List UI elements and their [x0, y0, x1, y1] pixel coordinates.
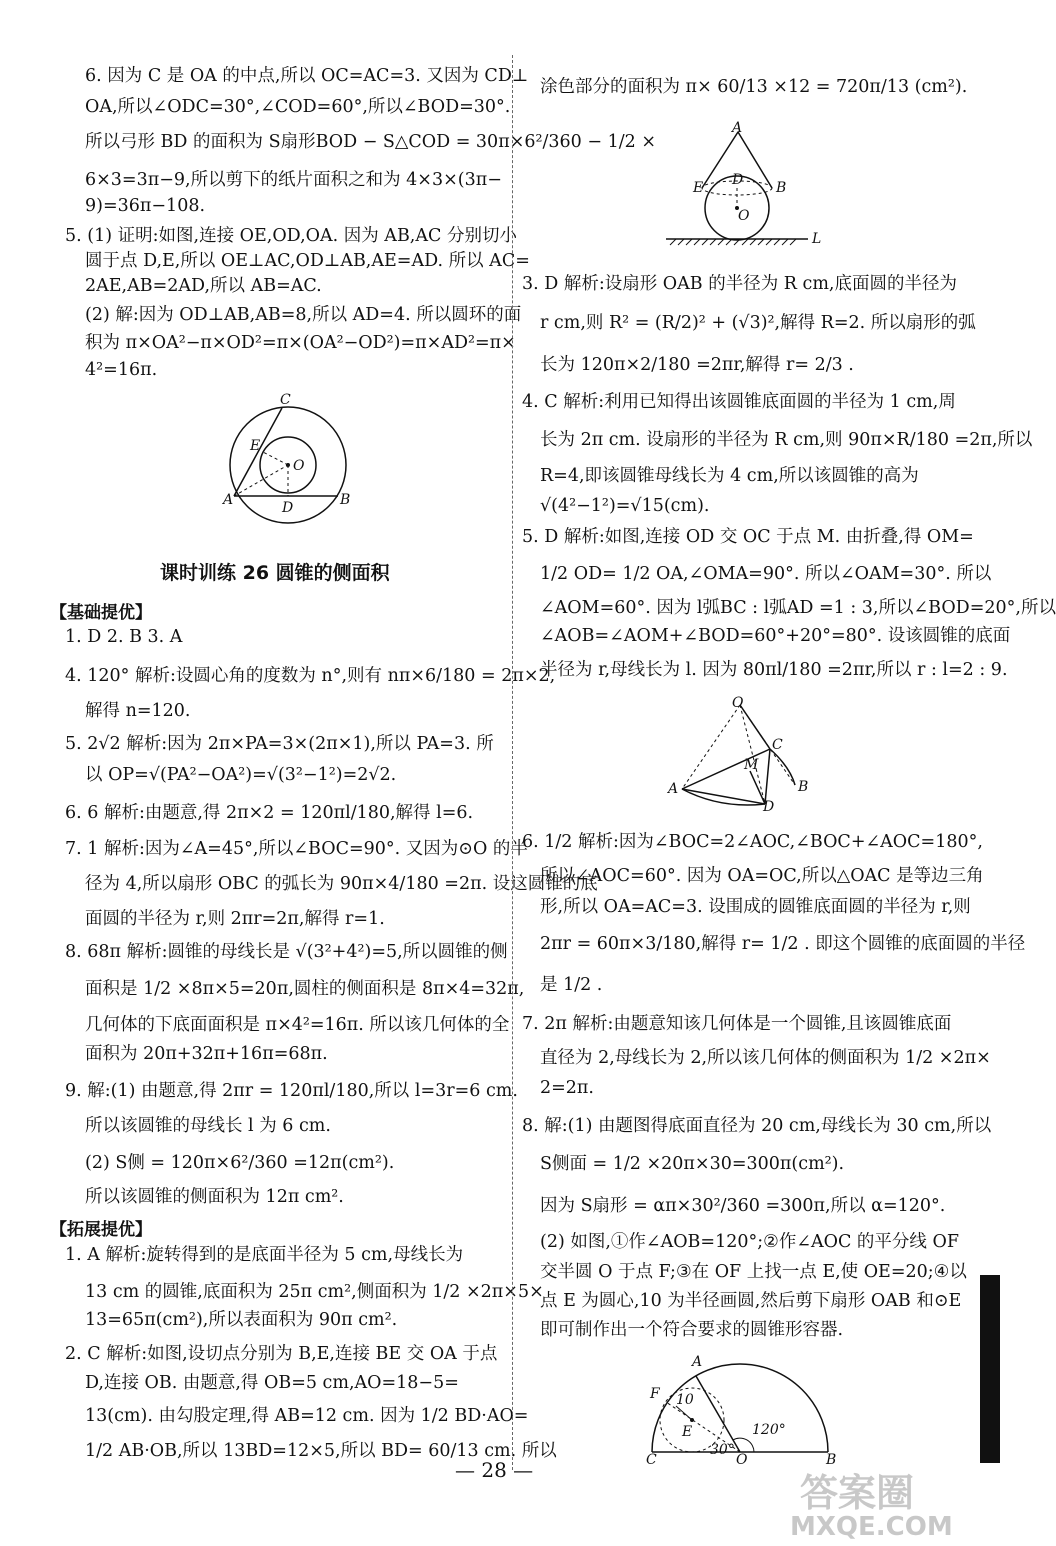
- right-line: 涂色部分的面积为 π× 60/13 ×12 = 720π/13 (cm²).: [540, 77, 968, 97]
- right-line: 7. 2π 解析:由题意知该几何体是一个圆锥,且该圆锥底面: [522, 1014, 952, 1034]
- left-line: 6. 因为 C 是 OA 的中点,所以 OC=AC=3. 又因为 CD⊥: [85, 66, 529, 86]
- fig1-label: O: [293, 458, 305, 474]
- right-line: r cm,则 R² = (R/2)² + (√3)²,解得 R=2. 所以扇形的弧: [540, 313, 976, 333]
- fig2-label: E: [693, 180, 704, 196]
- left-line: 面积为 20π+32π+16π=68π.: [85, 1044, 328, 1064]
- right-line: 直径为 2,母线长为 2,所以该几何体的侧面积为 1/2 ×2π×: [540, 1048, 991, 1068]
- left-line: 面积是 1/2 ×8π×5=20π,圆柱的侧面积是 8π×4=32π,: [85, 979, 525, 999]
- right-line: 即可制作出一个符合要求的圆锥形容器.: [540, 1320, 844, 1340]
- fig2-label: D: [732, 172, 744, 188]
- right-line: R=4,即该圆锥母线长为 4 cm,所以该圆锥的高为: [540, 466, 919, 486]
- fig4-label: 10: [676, 1392, 694, 1408]
- left-line: 所以该圆锥的母线长 l 为 6 cm.: [85, 1116, 331, 1136]
- right-line: 点 E 为圆心,10 为半径画圆,然后剪下扇形 OAB 和⊙E: [540, 1291, 962, 1311]
- right-line: 8. 解:(1) 由题图得底面直径为 20 cm,母线长为 30 cm,所以: [522, 1116, 992, 1136]
- fig4-label: 120°: [752, 1422, 786, 1438]
- right-line: 因为 S扇形 = απ×30²/360 =300π,所以 α=120°.: [540, 1196, 946, 1216]
- column-divider: [512, 55, 513, 1470]
- extension-heading: 【拓展提优】: [50, 1220, 152, 1240]
- fig4-label: E: [682, 1424, 693, 1440]
- left-line: 6. 6 解析:由题意,得 2π×2 = 120πl/180,解得 l=6.: [65, 803, 474, 823]
- left-line: 7. 1 解析:因为∠A=45°,所以∠BOC=90°. 又因为⊙O 的半: [65, 839, 528, 859]
- left-line: 9)=36π−108.: [85, 196, 206, 216]
- left-line: 4. 120° 解析:设圆心角的度数为 n°,则有 nπ×6/180 = 2π×2,: [65, 666, 556, 686]
- watermark-top: 答案圈: [800, 1471, 915, 1515]
- left-line: 13=65π(cm²),所以表面积为 90π cm².: [85, 1310, 398, 1330]
- right-line: 2=2π.: [540, 1078, 594, 1098]
- fig2-label: B: [776, 180, 787, 196]
- right-line: S侧面 = 1/2 ×20π×30=300π(cm²).: [540, 1154, 845, 1174]
- figure-semicircle: [640, 1340, 860, 1468]
- fig4-label: 30°: [710, 1442, 735, 1458]
- left-line: 13 cm 的圆锥,底面积为 25π cm²,侧面积为 1/2 ×2π×5×: [85, 1282, 544, 1302]
- left-line: 5. 2√2 解析:因为 2π×PA=3×(2π×1),所以 PA=3. 所: [65, 734, 494, 754]
- left-line: 径为 4,所以扇形 OBC 的弧长为 90π×4/180 =2π. 设这圆锥的底: [85, 874, 598, 894]
- right-line: 3. D 解析:设扇形 OAB 的半径为 R cm,底面圆的半径为: [522, 274, 957, 294]
- edge-tab: [980, 1275, 1000, 1463]
- right-line: 所以∠AOC=60°. 因为 OA=OC,所以△OAC 是等边三角: [540, 866, 984, 886]
- fig1-label: E: [250, 438, 261, 454]
- right-line: 交半圆 O 于点 F;③在 OF 上找一点 E,使 OE=20;④以: [540, 1262, 967, 1282]
- fig2-label: A: [732, 120, 743, 136]
- left-line: 6×3=3π−9,所以剪下的纸片面积之和为 4×3×(3π−: [85, 170, 502, 190]
- left-line: 圆于点 D,E,所以 OE⊥AC,OD⊥AB,AE=AD. 所以 AC=: [85, 251, 530, 271]
- right-line: 半径为 r,母线长为 l. 因为 80πl/180 =2πr,所以 r : l=2 : 9.: [540, 660, 1008, 680]
- left-line: 4²=16π.: [85, 360, 158, 380]
- left-line: (2) S侧 = 120π×6²/360 =12π(cm²).: [85, 1153, 395, 1173]
- figure-cone-sphere: [660, 122, 830, 247]
- left-line: 解得 n=120.: [85, 701, 191, 721]
- right-line: 5. D 解析:如图,连接 OD 交 OC 于点 M. 由折叠,得 OM=: [522, 527, 974, 547]
- left-line: 几何体的下底面面积是 π×4²=16π. 所以该几何体的全: [85, 1015, 510, 1035]
- fig4-label: C: [646, 1452, 657, 1468]
- right-line: 是 1/2 .: [540, 975, 603, 995]
- figure-folded-sector: [660, 695, 820, 815]
- fig4-label: F: [650, 1386, 660, 1402]
- right-line: 形,所以 OA=AC=3. 设围成的圆锥底面圆的半径为 r,则: [540, 897, 971, 917]
- fig3-label: M: [744, 757, 759, 773]
- right-line: (2) 如图,①作∠AOB=120°;②作∠AOC 的平分线 OF: [540, 1232, 959, 1252]
- fig3-label: O: [732, 695, 744, 711]
- left-line: D,连接 OB. 由题意,得 OB=5 cm,AO=18−5=: [85, 1373, 459, 1393]
- left-line: 2. C 解析:如图,设切点分别为 B,E,连接 BE 交 OA 于点: [65, 1344, 498, 1364]
- fig3-label: D: [763, 799, 775, 815]
- right-line: 2πr = 60π×3/180,解得 r= 1/2 . 即这个圆锥的底面圆的半径: [540, 934, 1026, 954]
- right-line: √(4²−1²)=√15(cm).: [540, 496, 710, 516]
- fig2-label: L: [812, 231, 822, 247]
- section-title: 课时训练 26 圆锥的侧面积: [160, 562, 390, 584]
- left-line: 5. (1) 证明:如图,连接 OE,OD,OA. 因为 AB,AC 分别切小: [65, 226, 517, 246]
- right-line: 长为 120π×2/180 =2πr,解得 r= 2/3 .: [540, 355, 854, 375]
- left-line: 积为 π×OA²−π×OD²=π×(OA²−OD²)=π×AD²=π×: [85, 333, 516, 353]
- fig3-label: A: [668, 781, 679, 797]
- watermark-bottom: MXQE.COM: [790, 1512, 953, 1542]
- left-line: OA,所以∠ODC=30°,∠COD=60°,所以∠BOD=30°.: [85, 97, 511, 117]
- fig2-label: O: [738, 208, 750, 224]
- right-line: 长为 2π cm. 设扇形的半径为 R cm,则 90π×R/180 =2π,所以: [540, 430, 1033, 450]
- left-line: 2AE,AB=2AD,所以 AB=AC.: [85, 276, 322, 296]
- left-line: (2) 解:因为 OD⊥AB,AB=8,所以 AD=4. 所以圆环的面: [85, 305, 522, 325]
- fig4-label: B: [826, 1452, 837, 1468]
- fig4-label: O: [736, 1452, 748, 1468]
- left-line: 面圆的半径为 r,则 2πr=2π,解得 r=1.: [85, 909, 385, 929]
- fig3-label: B: [798, 779, 809, 795]
- left-line: 8. 68π 解析:圆锥的母线长是 √(3²+4²)=5,所以圆锥的侧: [65, 942, 508, 962]
- right-line: 6. 1/2 解析:因为∠BOC=2∠AOC,∠BOC+∠AOC=180°,: [522, 832, 983, 852]
- right-line: ∠AOM=60°. 因为 l弧BC : l弧AD =1 : 3,所以∠BOD=20°,所以: [540, 598, 1056, 618]
- left-line: 1/2 AB·OB,所以 13BD=12×5,所以 BD= 60/13 cm. 所以: [85, 1441, 557, 1461]
- fig1-label: A: [223, 492, 234, 508]
- left-line: 所以该圆锥的侧面积为 12π cm².: [85, 1187, 344, 1207]
- left-line: 所以弓形 BD 的面积为 S扇形BOD − S△COD = 30π×6²/360 − 1/2 ×: [85, 132, 656, 152]
- left-line: 1. A 解析:旋转得到的是底面半径为 5 cm,母线长为: [65, 1245, 464, 1265]
- left-line: 以 OP=√(PA²−OA²)=√(3²−1²)=2√2.: [85, 765, 397, 785]
- right-line: ∠AOB=∠AOM+∠BOD=60°+20°=80°. 设该圆锥的底面: [540, 626, 1011, 646]
- left-line: 13(cm). 由勾股定理,得 AB=12 cm. 因为 1/2 BD·AO=: [85, 1406, 529, 1426]
- left-line: 9. 解:(1) 由题意,得 2πr = 120πl/180,所以 l=3r=6 cm.: [65, 1081, 518, 1101]
- right-line: 4. C 解析:利用已知得出该圆锥底面圆的半径为 1 cm,周: [522, 392, 956, 412]
- right-line: 1/2 OD= 1/2 OA,∠OMA=90°. 所以∠OAM=30°. 所以: [540, 564, 992, 584]
- page-number: — 28 —: [455, 1458, 534, 1482]
- fig3-label: C: [772, 737, 783, 753]
- fig1-label: D: [282, 500, 294, 516]
- figure-concentric-circles: [220, 392, 360, 517]
- fig1-label: C: [280, 392, 291, 408]
- fig4-label: A: [692, 1354, 703, 1370]
- fig1-label: B: [340, 492, 351, 508]
- basic-heading: 【基础提优】: [50, 603, 152, 623]
- left-line: 1. D 2. B 3. A: [65, 627, 183, 647]
